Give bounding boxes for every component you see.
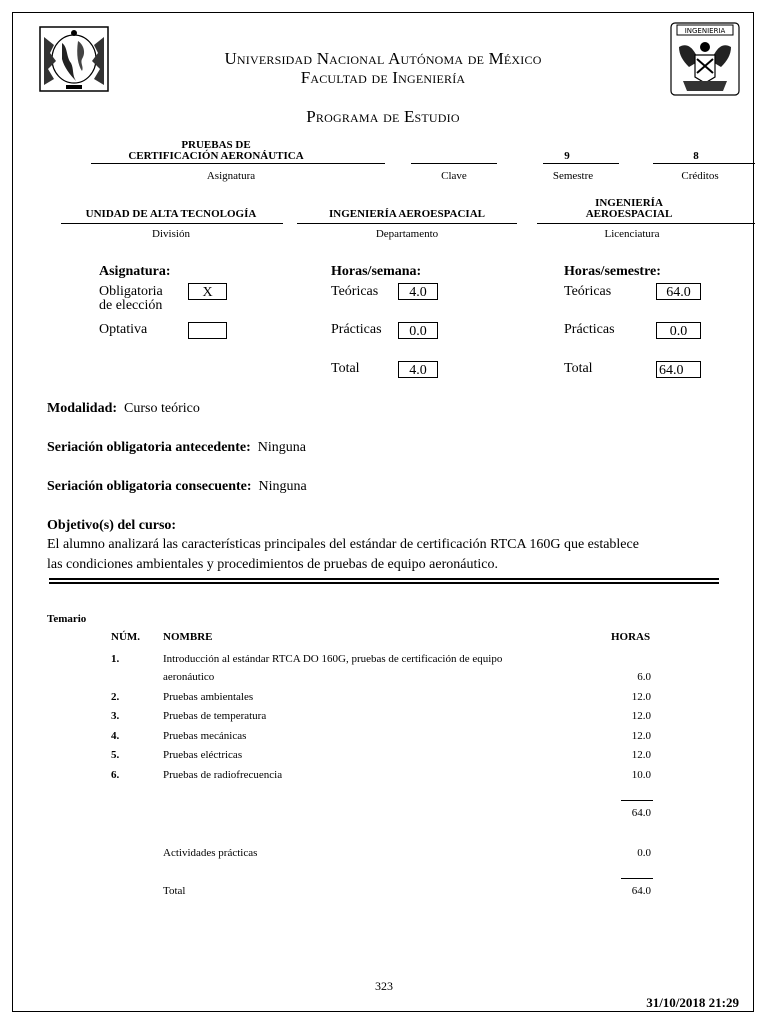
temario-row-1-name-line1: Introducción al estándar RTCA DO 160G, pruebas de certificación de equipo	[163, 653, 503, 665]
temario-title: Temario	[47, 613, 87, 625]
temario-row-1-name-line2: aeronáutico	[163, 671, 215, 683]
semestre-teoricas-label: Teóricas	[564, 284, 612, 299]
modalidad-value: Curso teórico	[124, 401, 200, 416]
modalidad-row	[47, 401, 200, 417]
temario-row-5-name: Pruebas eléctricas	[163, 749, 243, 761]
division-value: UNIDAD DE ALTA TECNOLOGÍA	[85, 208, 257, 220]
course-name-line1: PRUEBAS DE	[181, 139, 251, 151]
temario-row-2-hours: 12.0	[631, 691, 651, 703]
asignatura-title: Asignatura:	[99, 264, 171, 279]
program-title: Programa de Estudio	[306, 107, 460, 126]
obligatoria-label-line1: Obligatoria	[99, 284, 163, 299]
university-title: Universidad Nacional Autónoma de México	[224, 49, 542, 68]
semana-total-value: 4.0	[398, 361, 438, 378]
actividades-value: 0.0	[637, 847, 651, 859]
departamento-underline	[297, 223, 517, 224]
semana-total-label: Total	[331, 361, 360, 376]
temario-row-3-num: 3.	[111, 710, 120, 722]
temario-row-3-name: Pruebas de temperatura	[163, 710, 267, 722]
divider-top	[49, 578, 719, 580]
temario-total-value: 64.0	[631, 885, 651, 897]
temario-row-1-hours: 6.0	[637, 671, 651, 683]
objetivo-line2: las condiciones ambientales y procedimientos de pruebas de equipo aeronáutico.	[47, 557, 498, 572]
clave-label: Clave	[441, 170, 467, 182]
creditos-label: Créditos	[681, 170, 719, 182]
temario-row-6-num: 6.	[111, 769, 120, 781]
course-name-underline	[91, 163, 385, 164]
semana-practicas-label: Prácticas	[331, 322, 382, 337]
departamento-value: INGENIERÍA AEROESPACIAL	[329, 208, 485, 220]
temario-row-6-hours: 10.0	[631, 769, 651, 781]
clave-underline	[411, 163, 497, 164]
seriacion-consecuente-row	[47, 479, 307, 495]
subtotal-rule	[621, 800, 653, 801]
division-label: División	[152, 228, 190, 240]
seriacion-antecedente-row	[47, 440, 306, 456]
temario-row-4-num: 4.	[111, 730, 120, 742]
temario-row-6-name: Pruebas de radiofrecuencia	[163, 769, 283, 781]
seriacion-consecuente-label: Seriación obligatoria consecuente:	[47, 479, 252, 494]
optativa-label: Optativa	[99, 322, 148, 337]
licenciatura-underline	[537, 223, 755, 224]
creditos-value: 8	[693, 150, 699, 162]
col-nombre-header: NOMBRE	[163, 631, 213, 643]
course-name-line2: CERTIFICACIÓN AERONÁUTICA	[128, 150, 304, 162]
total-rule	[621, 878, 653, 879]
semestre-value: 9	[564, 150, 570, 162]
licenciatura-label: Licenciatura	[604, 228, 660, 240]
temario-row-1-num: 1.	[111, 653, 120, 665]
licenciatura-line1: INGENIERÍA	[595, 197, 663, 209]
temario-row-4-hours: 12.0	[631, 730, 651, 742]
temario-row-3-hours: 12.0	[631, 710, 651, 722]
semestre-practicas-value: 0.0	[656, 322, 701, 339]
semestre-label: Semestre	[552, 170, 594, 182]
subtotal-value: 64.0	[631, 807, 651, 819]
temario-row-2-name: Pruebas ambientales	[163, 691, 254, 703]
col-num-header: NÚM.	[111, 631, 141, 643]
timestamp: 31/10/2018 21:29	[646, 995, 739, 1010]
temario-total-label: Total	[163, 885, 186, 897]
semestre-practicas-label: Prácticas	[564, 322, 615, 337]
divider-bottom	[49, 582, 719, 584]
semana-practicas-value: 0.0	[398, 322, 438, 339]
semestre-teoricas-value: 64.0	[656, 283, 701, 300]
temario-row-2-num: 2.	[111, 691, 120, 703]
semana-teoricas-value: 4.0	[398, 283, 438, 300]
modalidad-label: Modalidad:	[47, 401, 118, 416]
seriacion-consecuente-value: Ninguna	[258, 479, 307, 494]
obligatoria-checkbox: X	[188, 283, 227, 300]
objetivo-line1: El alumno analizará las características principales del estándar de certificación RTCA 160G que establece	[47, 537, 639, 552]
seriacion-antecedente-value: Ninguna	[257, 440, 306, 455]
optativa-checkbox	[188, 322, 227, 339]
licenciatura-line2: AEROESPACIAL	[585, 208, 673, 220]
seriacion-antecedente-label: Seriación obligatoria antecedente:	[47, 440, 251, 455]
obligatoria-label-line2: de elección	[99, 298, 163, 313]
objetivo-label: Objetivo(s) del curso:	[47, 518, 177, 533]
actividades-label: Actividades prácticas	[163, 847, 258, 859]
col-horas-header: HORAS	[611, 631, 651, 643]
creditos-underline	[653, 163, 755, 164]
temario-row-5-hours: 12.0	[631, 749, 651, 761]
seal-lettering: INGENIERIA	[684, 27, 726, 35]
document-page	[12, 12, 754, 1012]
temario-row-5-num: 5.	[111, 749, 120, 761]
semestre-total-value: 64.0	[656, 361, 701, 378]
division-underline	[61, 223, 283, 224]
page-number: 323	[375, 979, 393, 993]
semestre-underline	[543, 163, 619, 164]
horas-semana-title: Horas/semana:	[331, 264, 422, 279]
course-name-label: Asignatura	[206, 170, 256, 182]
semestre-total-label: Total	[564, 361, 593, 376]
horas-semestre-title: Horas/semestre:	[564, 264, 661, 279]
temario-row-4-name: Pruebas mecánicas	[163, 730, 247, 742]
semana-teoricas-label: Teóricas	[331, 284, 379, 299]
departamento-label: Departamento	[375, 228, 439, 240]
faculty-title: Facultad de Ingeniería	[300, 68, 466, 87]
